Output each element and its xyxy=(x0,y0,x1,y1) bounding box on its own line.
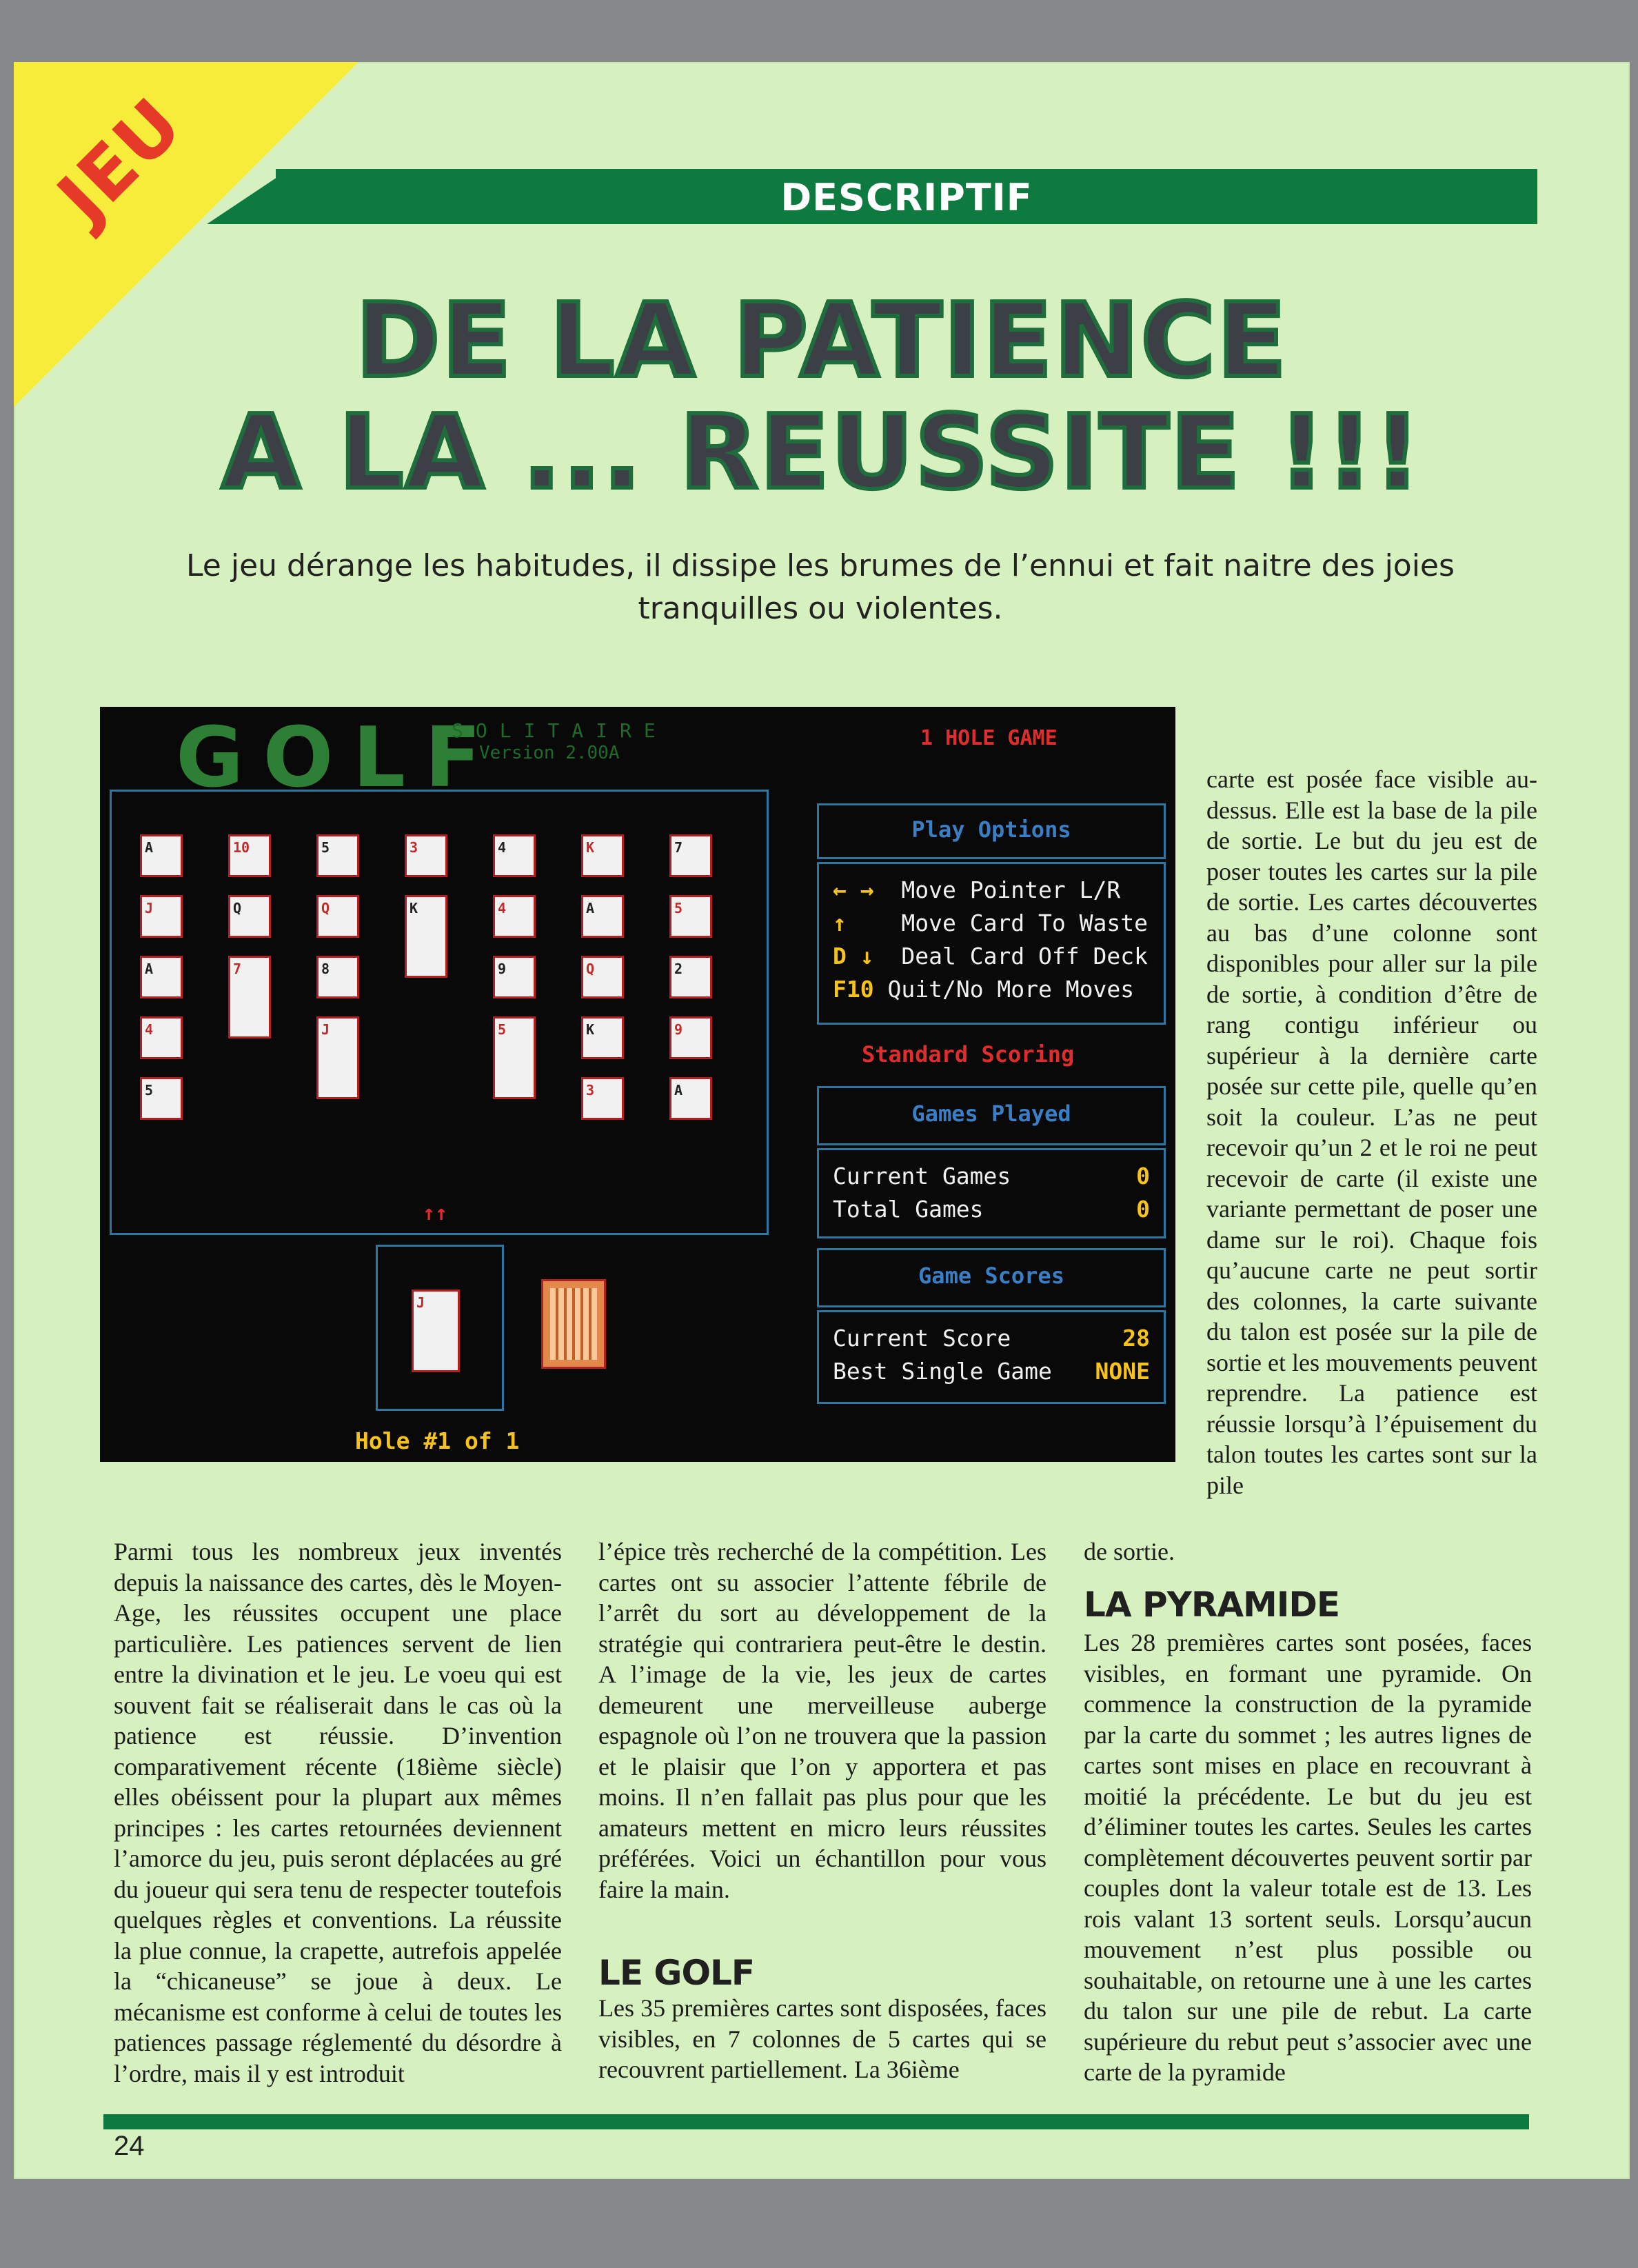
option-key-4: F10 xyxy=(833,976,874,1003)
title-line-1: DE LA PATIENCE xyxy=(355,281,1288,400)
bottom-band xyxy=(103,2114,1529,2129)
option-label-1: Move Pointer L/R xyxy=(901,876,1121,903)
play-options-panel xyxy=(817,862,1166,1025)
column-3-tail-text: de sortie. xyxy=(1084,1538,1175,1565)
current-games-label: Current Games xyxy=(833,1163,1011,1190)
play-options-title: Play Options xyxy=(911,816,1071,843)
option-row-3 xyxy=(833,943,1148,970)
column-2-text: l’épice très recherché de la compétition. Les cartes ont su associer l’attente fébrile de l’arrêt du sort au développement de la stratégie qui contrariera peut-être le destin. A l’image de la vie, les jeux de cartes demeurent une merveilleuse auberge espagnole où l’on ne trouvera que la passion et le plaisir que l’on y apportera et pas moins. Il n’en fallait pas plus pour que les amateurs mettent en micro leurs réussites préférées. Voici un échantillon pour vous faire la main. xyxy=(598,1538,1046,1903)
option-key-2: ↑ xyxy=(833,910,847,936)
hole-game-label: 1 HOLE GAME xyxy=(920,726,1058,750)
golf-text: Les 35 premières cartes sont disposées, faces visibles, en 7 colonnes de 5 cartes qui se recouvrent partiellement. La 36ième xyxy=(598,1994,1046,2083)
total-games-label: Total Games xyxy=(833,1196,984,1223)
playing-card: 2 xyxy=(669,956,712,998)
playing-card: J xyxy=(316,1016,359,1099)
golf-logo: GOLF xyxy=(176,710,501,806)
playing-card: K xyxy=(581,834,624,877)
pyramid-text: Les 28 premières cartes sont posées, faces visibles, en formant une pyramide. On commence la construction de la pyramide par la carte du sommet ; les autres lignes de cartes sont mises en place en recouvrant à moitié la précédente. Le but du jeu est d’éliminer toutes les cartes. Seules les cartes complètement découvertes peuvent sortir par couples dont la valeur totale est de 13. Les rois valant 13 sortent seuls. Lorsqu’aucun mouvement n’est plus possible ou souhaitable, on retourne une à une les cartes du talon sur une pile de rebut. La carte supérieure du rebut peut s’associer avec une carte de la pyramide xyxy=(1084,1629,1532,2086)
solitaire-label: SOLITAIRE xyxy=(452,719,668,742)
option-key-3: D ↓ xyxy=(833,943,874,970)
scoring-label: Standard Scoring xyxy=(862,1041,1075,1067)
playing-card: Q xyxy=(316,895,359,938)
playing-card: A xyxy=(581,895,624,938)
playing-card: 3 xyxy=(405,834,447,877)
option-row-4 xyxy=(833,976,1134,1003)
play-options-header xyxy=(817,803,1166,859)
current-score-label: Current Score xyxy=(833,1325,1011,1352)
section-band-label: DESCRIPTIF xyxy=(780,176,1033,219)
playing-card: 10 xyxy=(228,834,271,877)
playing-card: 4 xyxy=(493,895,536,938)
playing-card: 9 xyxy=(669,1016,712,1059)
playing-card: 4 xyxy=(493,834,536,877)
playing-card: J xyxy=(140,895,183,938)
game-scores-header xyxy=(817,1248,1166,1307)
pyramid-heading: LA PYRAMIDE xyxy=(1084,1585,1340,1625)
game-screenshot xyxy=(100,707,1175,1462)
playing-card: K xyxy=(581,1016,624,1059)
playing-card: 5 xyxy=(493,1016,536,1099)
playing-card: 9 xyxy=(493,956,536,998)
column-3-top-text: carte est posée face visible au-dessus. Elle est la base de la pile de sortie. Le but du jeu est de poser toutes les cartes sur la pile de sortie. Les cartes découvertes au bas d’une colonne sont disponibles pour aller sur la pile de sortie, à condition d’être de rang contigu inférieur ou supérieur à la dernière carte posée sur cette pile, quelle qu’en soit la couleur. L’as ne peut recevoir qu’un 2 et le roi ne peut recevoir de carte (il existe une variante permettant de poser une dame sur le roi). Chaque fois qu’aucune carte ne peut sortir des colonnes, la carte suivante du talon est posée sur la pile de sortie et les mouvements peuvent reprendre. La patience est réussie lorsqu’à l’épuisement du talon toutes les cartes sont sur la pile xyxy=(1206,765,1537,1499)
playing-card: 8 xyxy=(316,956,359,998)
games-played-header xyxy=(817,1086,1166,1145)
section-corner-label: JEU xyxy=(41,81,199,239)
option-label-2: Move Card To Waste xyxy=(901,910,1148,936)
section-band xyxy=(276,169,1537,224)
option-label-4: Quit/No More Moves xyxy=(887,976,1135,1003)
best-game-value: NONE xyxy=(1095,1358,1150,1385)
current-games-value: 0 xyxy=(1136,1163,1150,1190)
playing-card: 5 xyxy=(316,834,359,877)
playing-card: A xyxy=(140,956,183,998)
playing-card: Q xyxy=(228,895,271,938)
playing-card: 5 xyxy=(140,1077,183,1120)
playing-card: A xyxy=(140,834,183,877)
best-game-label: Best Single Game xyxy=(833,1358,1052,1385)
total-games-value: 0 xyxy=(1136,1196,1150,1223)
current-score-value: 28 xyxy=(1122,1325,1150,1352)
version-label: Version 2.00A xyxy=(479,743,620,763)
games-played-title: Games Played xyxy=(911,1101,1071,1127)
playing-card: 7 xyxy=(228,956,271,1038)
playing-card: 7 xyxy=(669,834,712,877)
hole-indicator: Hole #1 of 1 xyxy=(355,1427,520,1454)
waste-card: J xyxy=(412,1289,460,1372)
magazine-page xyxy=(14,62,1630,2179)
option-row-2 xyxy=(833,910,1148,936)
option-key-1: ← → xyxy=(833,876,874,903)
golf-heading: LE GOLF xyxy=(598,1953,754,1993)
title-line-2: A LA ... REUSSITE !!! xyxy=(221,393,1422,512)
option-label-3: Deal Card Off Deck xyxy=(901,943,1148,970)
games-played-panel xyxy=(817,1148,1166,1238)
column-1-text: Parmi tous les nombreux jeux inventés depuis la naissance des cartes, dès le Moyen-Age, les réussites occupent une place particulière. Les patiences servent de lien entre la divination et le jeu. Le voeu qui est souvent fait se réaliserait dans le cas où la patience est réussie. D’invention comparativement récente (18ième siècle) elles obéissent pour la plupart aux mêmes principes : les cartes retournées deviennent l’amorce du jeu, puis seront déplacées au gré du joueur qui sera tenu de respecter toutefois quelques règles et conventions. La réussite la plue connue, la crapette, autrefois appelée la “chicaneuse” se joue à deux. Le mécanisme est conforme à celui de toutes les patiences passage réglementé du désordre à l’ordre, mais il y est introduit xyxy=(114,1538,562,2087)
playing-card: Q xyxy=(581,956,624,998)
page-number: 24 xyxy=(114,2131,145,2161)
game-scores-panel xyxy=(817,1310,1166,1404)
option-row-1 xyxy=(833,876,1120,903)
game-scores-title: Game Scores xyxy=(918,1263,1064,1289)
playing-card: A xyxy=(669,1077,712,1120)
playing-card: 3 xyxy=(581,1077,624,1120)
playing-card: K xyxy=(405,895,447,978)
playing-card: 5 xyxy=(669,895,712,938)
playing-card: 4 xyxy=(140,1016,183,1059)
draw-deck xyxy=(541,1279,606,1369)
intro-paragraph: Le jeu dérange les habitudes, il dissipe les brumes de l’ennui et fait naitre des joies tranquilles ou violentes. xyxy=(186,548,1455,626)
waste-arrows: ↑↑ xyxy=(423,1201,448,1225)
